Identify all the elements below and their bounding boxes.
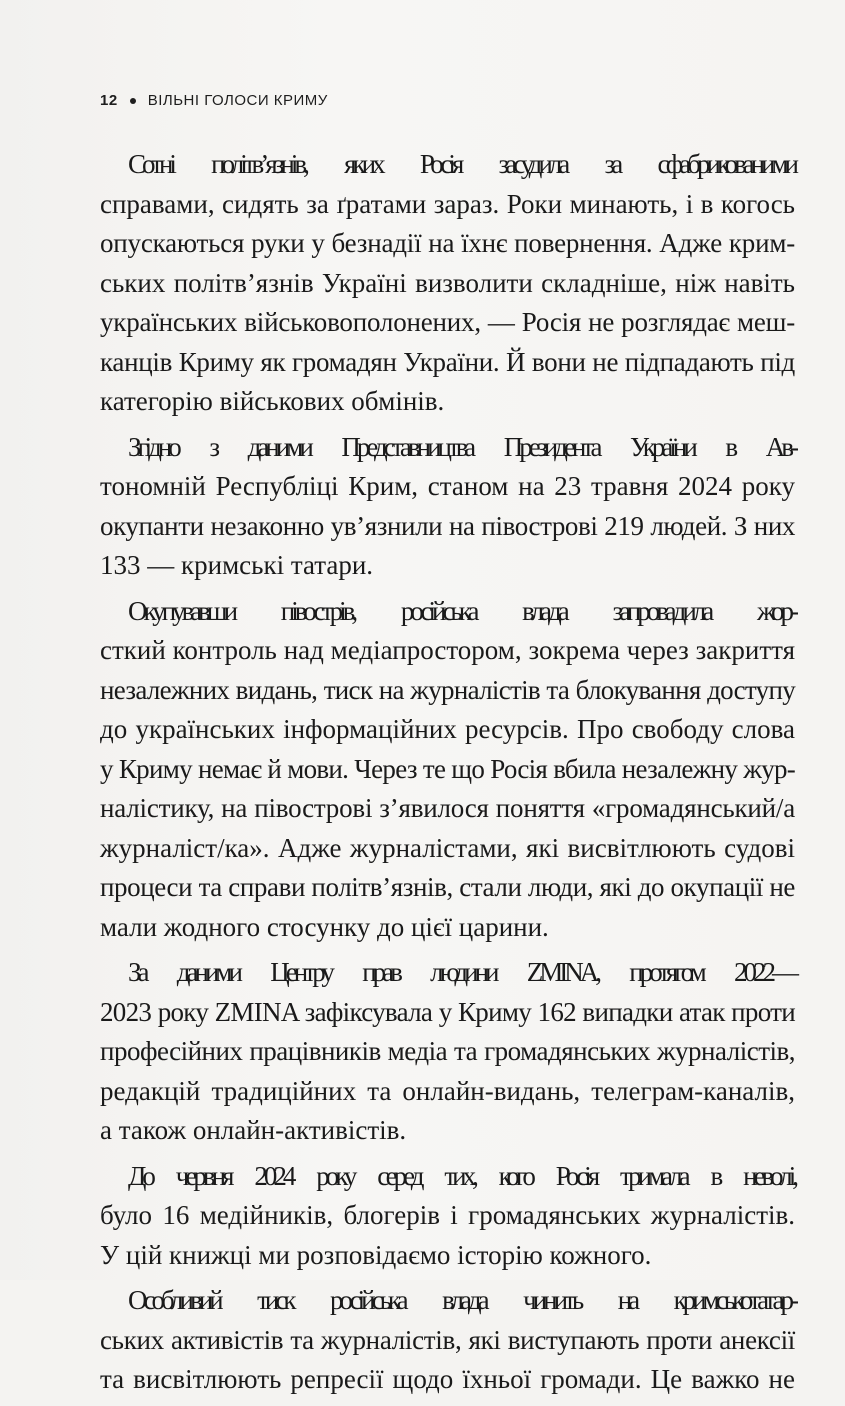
text-line: тономній Республіці Крим, станом на 23 травня 2024 року [100, 471, 795, 501]
text-line: категорію військових обмінів. [100, 386, 445, 416]
paragraph [100, 1157, 795, 1276]
paragraph [100, 145, 795, 422]
paragraph [100, 1281, 795, 1400]
text-line: у Криму немає й мови. Через те що Росія вбила незалежну жур- [100, 753, 796, 784]
bullet-separator [130, 98, 136, 104]
text-line: незалежних видань, тиск на журналістів та блокування доступу [100, 674, 795, 705]
text-line: 2023 року ZMINA зафіксувала у Криму 162 випадки атак проти [100, 996, 795, 1027]
text-line: канців Криму як громадян України. Й вони не підпадають під [100, 346, 795, 377]
body-text [100, 145, 795, 1406]
paragraph [100, 428, 795, 586]
text-line: Згідно з даними Представництва Президента України в Ав- [128, 431, 795, 462]
text-line: налістику, на півострові з’явилося поняття «громадянський/а [100, 793, 795, 823]
text-line: ських активістів та журналістів, які виступають проти анексії [100, 1324, 795, 1355]
text-line: Сотні політв’язнів, яких Росія засудила за сфабрикованими [128, 149, 795, 179]
text-line: до українських інформаційних ресурсів. Про свободу слова [100, 714, 795, 744]
text-line: 133 — кримські татари. [100, 550, 374, 580]
text-line: За даними Центру прав людини ZMINA, протягом 2022— [128, 957, 795, 987]
text-line: редакцій традиційних та онлайн-видань, телеграм-каналів, [100, 1075, 795, 1106]
text-line: мали жодного стосунку до цієї царини. [100, 911, 549, 942]
page-number: 12 [100, 92, 118, 109]
text-line: ських політв’язнів Україні визволити складніше, ніж навіть [100, 267, 795, 298]
text-line: було 16 медійників, блогерів і громадянських журналістів. [100, 1200, 795, 1230]
text-line: До червня 2024 року серед тих, кого Росія тримала в неволі, [128, 1160, 795, 1191]
text-line: опускаються руки у безнадії на їхнє повернення. Адже крим- [100, 228, 795, 258]
running-title: ВІЛЬНІ ГОЛОСИ КРИМУ [147, 92, 328, 109]
text-line: журналіст/ка». Адже журналістами, які висвітлюють судові [100, 832, 795, 863]
running-header [100, 92, 328, 109]
text-line: Особливий тиск російська влада чинить на кримськотатар- [128, 1285, 795, 1315]
text-line: окупанти незаконно ув’язнили на півострові 219 людей. З них [100, 510, 795, 541]
text-line: професійних працівників медіа та громадянських журналістів, [100, 1036, 795, 1066]
text-line: сткий контроль над медіапростором, зокрема через закриття [100, 635, 795, 665]
text-line: та висвітлюють репресії щодо їхньої громади. Це важко не [100, 1364, 795, 1394]
text-line: а також онлайн-активістів. [100, 1115, 407, 1145]
paragraph [100, 953, 795, 1151]
text-line: Окупувавши півострів, російська влада запровадила жор- [128, 595, 795, 626]
paragraph [100, 592, 795, 948]
text-line: українських військовополонених, — Росія не розглядає меш- [100, 307, 795, 337]
text-line: процеси та справи політв’язнів, стали люди, які до окупації не [100, 872, 795, 902]
text-line: справами, сидять за ґратами зараз. Роки минають, і в когось [100, 188, 795, 219]
text-line: У цій книжці ми розповідаємо історію кожного. [100, 1239, 652, 1270]
